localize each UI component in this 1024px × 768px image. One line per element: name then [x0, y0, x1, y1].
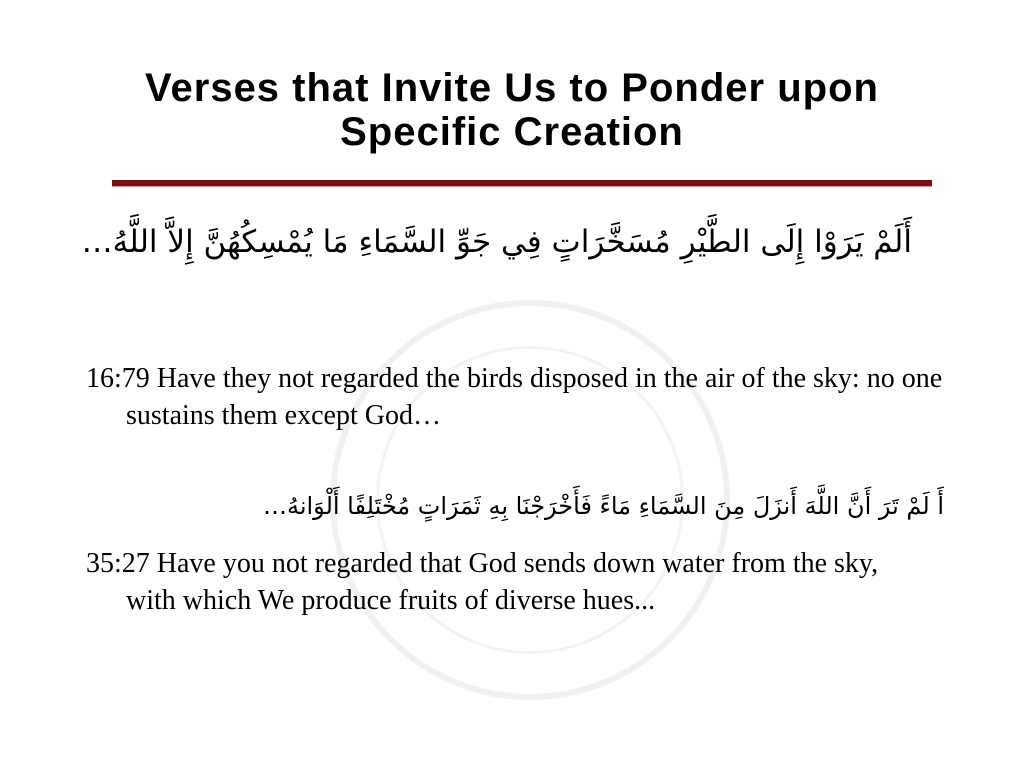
slide-title: Verses that Invite Us to Ponder upon Specific Creation [145, 66, 879, 154]
verse-1-arabic: أَلَمْ يَرَوْا إِلَى الطَّيْرِ مُسَخَّرَاتٍ فِي جَوِّ السَّمَاءِ مَا يُمْسِكُهُنَّ إِلاَّ اللَّهُ… [81, 224, 912, 260]
verse-2-arabic: أَ لَمْ تَرَ أَنَّ اللَّهَ أَنزَلَ مِنَ السَّمَاءِ مَاءً فَأَخْرَجْنَا بِهِ ثَمَرَاتٍ مُخْتَلِفًا أَلْوَانهُ… [262, 492, 944, 520]
title-divider [112, 180, 932, 186]
verse-1-translation: 16:79 Have they not regarded the birds disposed in the air of the sky: no one sustains them except God… [86, 363, 943, 431]
verse-2-translation: 35:27 Have you not regarded that God sends down water from the sky, with which We produce fruits of diverse hues... [86, 548, 879, 616]
